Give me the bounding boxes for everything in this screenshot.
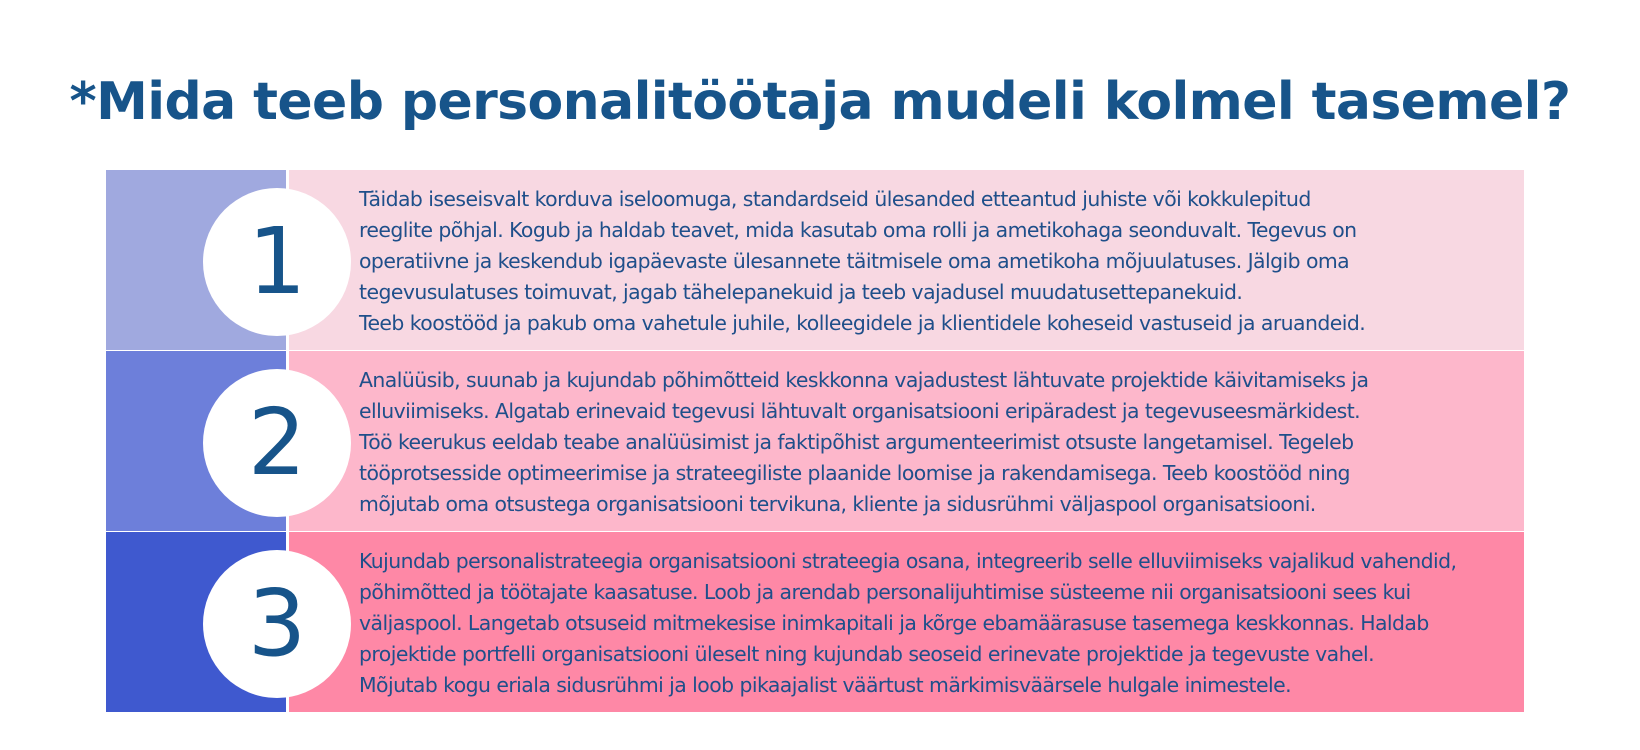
- description-line: mõjutab oma otsustega organisatsiooni tervikuna, kliente ja sidusrühmi väljaspool organisatsiooni.: [359, 492, 1316, 516]
- description-line: operatiivne ja keskendub igapäevaste ülesannete täitmisele oma ametikoha mõjuulatuses. Jälgib oma: [359, 249, 1350, 273]
- level-2-description: [359, 365, 1509, 520]
- description-line: Täidab iseseisvalt korduva iseloomuga, standardseid ülesanded etteantud juhiste või kokkulepitud: [359, 187, 1311, 211]
- description-line: tööprotsesside optimeerimise ja strateegiliste plaanide loomise ja rakendamisega. Teeb koostööd ning: [359, 461, 1350, 485]
- description-line: Analüüsib, suunab ja kujundab põhimõtteid keskkonna vajadustest lähtuvate projektide käivitamiseks ja: [359, 368, 1369, 392]
- description-line: elluviimiseks. Algatab erinevaid tegevusi lähtuvalt organisatsiooni eripäradest ja tegevuseesmärkidest.: [359, 399, 1361, 423]
- level-row-3: [106, 532, 1524, 712]
- level-1-number-circle: 1: [203, 188, 351, 336]
- levels-table: [106, 170, 1524, 712]
- description-line: Kujundab personalistrateegia organisatsiooni strateegia osana, integreerib selle elluviimiseks vajalikud vahendid,: [359, 549, 1457, 573]
- description-line: Töö keerukus eeldab teabe analüüsimist ja faktipõhist argumenteerimist otsuste langetamisel. Tegeleb: [359, 430, 1354, 454]
- level-row-1: [106, 170, 1524, 350]
- level-2-number-circle: 2: [203, 369, 351, 517]
- description-line: tegevusulatuses toimuvat, jagab tähelepanekuid ja teeb vajadusel muudatusettepanekuid.: [359, 280, 1243, 304]
- description-line: põhimõtted ja töötajate kaasatuse. Loob ja arendab personalijuhtimise süsteeme nii organisatsiooni sees kui: [359, 580, 1411, 604]
- description-line: Teeb koostööd ja pakub oma vahetule juhile, kolleegidele ja klientidele koheseid vastuseid ja aruandeid.: [359, 311, 1366, 335]
- level-3-number-circle: 3: [203, 550, 351, 698]
- description-line: Mõjutab kogu eriala sidusrühmi ja loob pikaajalist väärtust märkimisväärsele hulgale inimestele.: [359, 673, 1292, 697]
- level-row-2: [106, 351, 1524, 531]
- page-title: *Mida teeb personalitöötaja mudeli kolmel tasemel?: [69, 72, 1571, 132]
- level-3-description: [359, 546, 1509, 701]
- description-line: väljaspool. Langetab otsuseid mitmekesise inimkapitali ja kõrge ebamäärasuse tasemega keskkonnas. Haldab: [359, 611, 1429, 635]
- level-1-description: [359, 184, 1509, 339]
- description-line: reeglite põhjal. Kogub ja haldab teavet, mida kasutab oma rolli ja ametikohaga seonduvalt. Tegevus on: [359, 218, 1357, 242]
- description-line: projektide portfelli organisatsiooni üleselt ning kujundab seoseid erinevate projektide ja tegevuste vahel.: [359, 642, 1374, 666]
